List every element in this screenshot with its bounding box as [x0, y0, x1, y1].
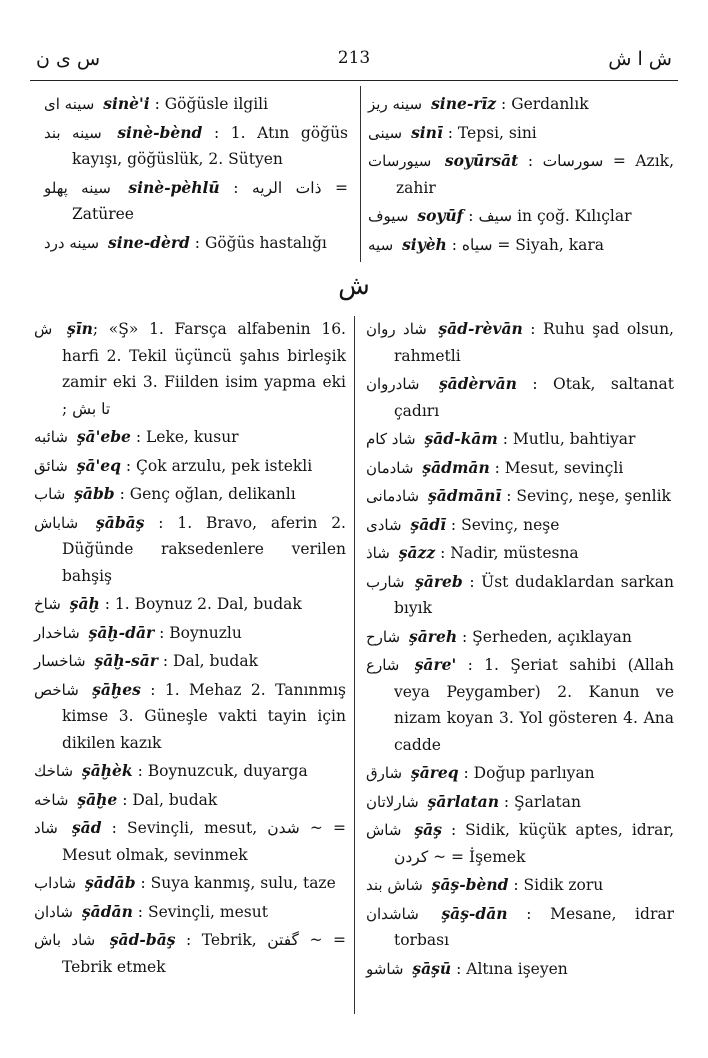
definition-text: : Şerheden, açıklayan: [457, 627, 632, 646]
arabic-headword: شاخه: [34, 790, 69, 809]
top-right-column: [368, 91, 674, 260]
arabic-headword: شادی: [366, 515, 402, 534]
page-number: 213: [337, 48, 371, 68]
definition-text: : Mesane, idrar torbası: [394, 904, 674, 949]
definition-text: : 1. Atın göğüs kayışı, göğüslük, 2. Sütyen: [72, 123, 348, 168]
arabic-headword: شاد كام: [366, 430, 416, 448]
transliterated-headword: şādmān: [422, 457, 490, 477]
definition-text: : 1. Mehaz 2. Tanınmış kimse 3. Güneşle vakti tayin için dikilen kazık: [62, 680, 346, 752]
main-right-column: [366, 316, 674, 984]
definition-text: : Sevinçli, mesut, شدن ~ = Mesut olmak, sevinmek: [62, 819, 346, 864]
arabic-headword: شاخص: [34, 680, 79, 699]
transliterated-headword: şādān: [81, 901, 133, 921]
dictionary-entry: [34, 870, 346, 897]
transliterated-headword: şād-rèvān: [438, 319, 523, 338]
dictionary-entry: [366, 316, 674, 369]
definition-text: : Tepsi, sini: [442, 123, 537, 142]
transliterated-headword: şā'ebe: [76, 427, 131, 446]
arabic-headword: شارح: [366, 627, 401, 646]
arabic-headword: شاخك: [34, 762, 74, 780]
arabic-headword: شاد باش: [34, 931, 96, 949]
arabic-headword: سيه: [368, 235, 394, 254]
transliterated-headword: soyūrsāt: [444, 151, 519, 170]
dictionary-entry: [44, 91, 348, 118]
definition-text: ; «Ş» 1. Farsça alfabenin 16. harfi 2. Tekil üçüncü şahıs birleşik zamir eki 3. Fiilden isim yapma eki ; تا بش: [62, 320, 346, 418]
definition-text: : Göğüs hastalığı: [189, 233, 327, 252]
arabic-headword: شارع: [366, 656, 400, 674]
dictionary-entry: [34, 677, 346, 757]
dictionary-entry: [366, 426, 674, 453]
transliterated-headword: şādèrvān: [438, 374, 517, 393]
arabic-headword: شاد: [34, 819, 58, 837]
page-header: [0, 44, 708, 78]
transliterated-headword: siyèh: [402, 234, 447, 254]
dictionary-entry: [366, 569, 674, 622]
dictionary-entry: [34, 424, 346, 451]
dictionary-entry: [368, 91, 674, 118]
definition-text: : Otak, saltanat çadırı: [394, 375, 674, 420]
dictionary-entry: [34, 815, 346, 868]
transliterated-headword: şāḫ-sār: [94, 651, 158, 670]
definition-text: : 1. Şeriat sahibi (Allah veya Peygamber) 2. Kanun ve nizam koyan 3. Yol gösteren 4. Ana cadde: [394, 656, 674, 754]
dictionary-entry: [368, 232, 674, 259]
dictionary-entry: [366, 512, 674, 539]
transliterated-headword: şāḫèk: [82, 761, 133, 780]
definition-text: : Çok arzulu, pek istekli: [120, 456, 313, 475]
transliterated-headword: soyūf: [417, 206, 464, 225]
arabic-headword: شادروان: [366, 375, 420, 393]
definition-text: : Sidik, küçük aptes, idrar, كردن ~ = İşemek: [394, 821, 674, 866]
definition-text: : Sevinç, neşe: [446, 515, 560, 534]
header-left-letters: س ى ن: [36, 48, 101, 70]
arabic-headword: شاداب: [34, 874, 77, 892]
arabic-headword: ش: [34, 320, 53, 338]
arabic-headword: شاباش: [34, 513, 79, 532]
top-left-column: [44, 91, 348, 258]
definition-text: : Tebrik, گفتن ~ = Tebrik etmek: [62, 931, 346, 976]
arabic-headword: سينه بند: [44, 123, 102, 142]
definition-text: : Dal, budak: [157, 652, 258, 670]
arabic-headword: شائق: [34, 456, 68, 475]
dictionary-entry: [34, 899, 346, 926]
arabic-headword: شادمان: [366, 458, 414, 477]
definition-text: : Boynuzcuk, duyarga: [132, 762, 308, 780]
arabic-headword: شاش: [366, 821, 402, 839]
dictionary-entry: [366, 540, 674, 567]
transliterated-headword: şābāş: [96, 512, 145, 532]
transliterated-headword: sinè-bènd: [117, 122, 203, 142]
transliterated-headword: şābb: [74, 484, 115, 503]
definition-text: : Boynuzlu: [154, 623, 242, 642]
dictionary-entry: [366, 652, 674, 758]
transliterated-headword: şād-kām: [424, 429, 498, 448]
dictionary-entry: [366, 483, 674, 510]
definition-text: : Mutlu, bahtiyar: [497, 430, 636, 448]
dictionary-entry: [366, 624, 674, 651]
transliterated-headword: şāḫ: [69, 594, 100, 613]
arabic-headword: شاش بند: [366, 876, 423, 894]
dictionary-entry: [34, 316, 346, 422]
definition-text: : Mesut, sevinçli: [489, 458, 624, 477]
arabic-headword: شاب: [34, 485, 66, 503]
transliterated-headword: şād-bāş: [109, 930, 176, 949]
transliterated-headword: şāḫe: [77, 789, 118, 809]
arabic-headword: سينه ای: [44, 95, 95, 113]
definition-text: : سيف in çoğ. Kılıçlar: [463, 207, 632, 225]
transliterated-headword: şāreq: [410, 763, 459, 782]
definition-text: : 1. Boynuz 2. Dal, budak: [99, 595, 302, 613]
arabic-headword: شاخسار: [34, 652, 86, 670]
definition-text: : Şarlatan: [498, 792, 581, 811]
dictionary-entry: [366, 371, 674, 424]
arabic-headword: شاخ: [34, 595, 61, 613]
transliterated-headword: şād: [71, 818, 102, 837]
column-divider-top: [360, 86, 361, 262]
arabic-headword: سيورسات: [368, 152, 432, 170]
dictionary-entry: [366, 872, 674, 899]
dictionary-entry: [34, 510, 346, 590]
section-letter-heading: ش: [338, 271, 370, 301]
arabic-headword: شارق: [366, 764, 403, 782]
transliterated-headword: şāreh: [409, 626, 458, 646]
transliterated-headword: şā'eq: [76, 455, 121, 475]
transliterated-headword: şāzz: [398, 543, 436, 562]
dictionary-entry: [366, 760, 674, 787]
dictionary-entry: [34, 648, 346, 675]
transliterated-headword: şādāb: [85, 873, 136, 892]
transliterated-headword: şīn: [67, 319, 93, 338]
definition-text: : سياه = Siyah, kara: [446, 235, 604, 254]
dictionary-entry: [34, 481, 346, 508]
arabic-headword: شاذ: [366, 544, 390, 562]
transliterated-headword: şāş: [414, 820, 442, 839]
definition-text: : 1. Bravo, aferin 2. Düğünde raksedenlere verilen bahşiş: [62, 513, 346, 585]
transliterated-headword: şāşū: [412, 958, 452, 978]
transliterated-headword: sine-rīz: [431, 94, 497, 113]
dictionary-entry: [366, 789, 674, 816]
definition-text: : Leke, kusur: [130, 428, 239, 446]
definition-text: : Sidik zoru: [508, 876, 604, 894]
transliterated-headword: şāreb: [415, 571, 463, 591]
header-right-letters: ش ا ش: [608, 48, 672, 70]
dictionary-entry: [366, 817, 674, 870]
dictionary-entry: [44, 175, 348, 228]
definition-text: : Altına işeyen: [451, 959, 568, 978]
definition-text: : Göğüsle ilgili: [149, 95, 269, 113]
header-rule: [30, 80, 678, 81]
transliterated-headword: şādmānī: [428, 486, 502, 505]
arabic-headword: شاشدان: [366, 904, 419, 923]
dictionary-entry: [34, 787, 346, 814]
arabic-headword: سينه پهلو: [44, 178, 111, 197]
definition-text: : Genç oğlan, delikanlı: [114, 485, 296, 503]
arabic-headword: شاد روان: [366, 320, 427, 338]
transliterated-headword: sinī: [411, 122, 443, 142]
definition-text: : Gerdanlık: [496, 95, 589, 113]
definition-text: : Nadir, müstesna: [435, 544, 579, 562]
arabic-headword: شادمانی: [366, 487, 420, 505]
arabic-headword: شارب: [366, 572, 405, 591]
arabic-headword: شارلاتان: [366, 792, 419, 811]
definition-text: : Üst dudaklardan sarkan bıyık: [394, 572, 674, 617]
definition-text: : Sevinçli, mesut: [132, 902, 268, 921]
dictionary-entry: [368, 203, 674, 230]
definition-text: : Ruhu şad olsun, rahmetli: [394, 320, 674, 365]
arabic-headword: شاشو: [366, 959, 404, 978]
dictionary-entry: [368, 148, 674, 201]
arabic-headword: سينه درد: [44, 233, 100, 252]
dictionary-entry: [44, 230, 348, 257]
dictionary-entry: [366, 901, 674, 954]
definition-text: : Sevinç, neşe, şenlik: [501, 487, 671, 505]
definition-text: : Doğup parlıyan: [458, 764, 595, 782]
dictionary-entry: [34, 927, 346, 980]
arabic-headword: شادان: [34, 902, 74, 921]
definition-text: : ذات الريه = Zatüree: [72, 178, 348, 223]
transliterated-headword: sine-dèrd: [107, 232, 190, 252]
transliterated-headword: şāş-bènd: [431, 875, 509, 894]
arabic-headword: شائبه: [34, 428, 68, 446]
dictionary-entry: [366, 956, 674, 983]
transliterated-headword: şāḫ-dār: [88, 622, 155, 642]
column-divider-main: [354, 316, 355, 1014]
definition-text: : Suya kanmış, sulu, taze: [135, 874, 336, 892]
dictionary-entry: [34, 591, 346, 618]
dictionary-entry: [34, 620, 346, 647]
transliterated-headword: şāḫes: [92, 679, 141, 699]
arabic-headword: سيوف: [368, 207, 409, 225]
transliterated-headword: şāş-dān: [441, 903, 508, 923]
dictionary-entry: [44, 120, 348, 173]
arabic-headword: سينه ريز: [368, 95, 423, 113]
dictionary-entry: [366, 455, 674, 482]
transliterated-headword: sinè'i: [103, 94, 150, 113]
dictionary-entry: [34, 758, 346, 785]
dictionary-entry: [34, 453, 346, 480]
transliterated-headword: şādī: [410, 514, 446, 534]
transliterated-headword: şāre': [414, 655, 457, 674]
definition-text: : سورسات = Azık, zahir: [396, 152, 674, 197]
transliterated-headword: sinè-pèhlū: [128, 177, 220, 197]
arabic-headword: شاخدار: [34, 623, 80, 642]
arabic-headword: سينی: [368, 123, 403, 142]
transliterated-headword: şārlatan: [427, 791, 499, 811]
definition-text: : Dal, budak: [117, 790, 218, 809]
dictionary-entry: [368, 120, 674, 147]
main-left-column: [34, 316, 346, 982]
